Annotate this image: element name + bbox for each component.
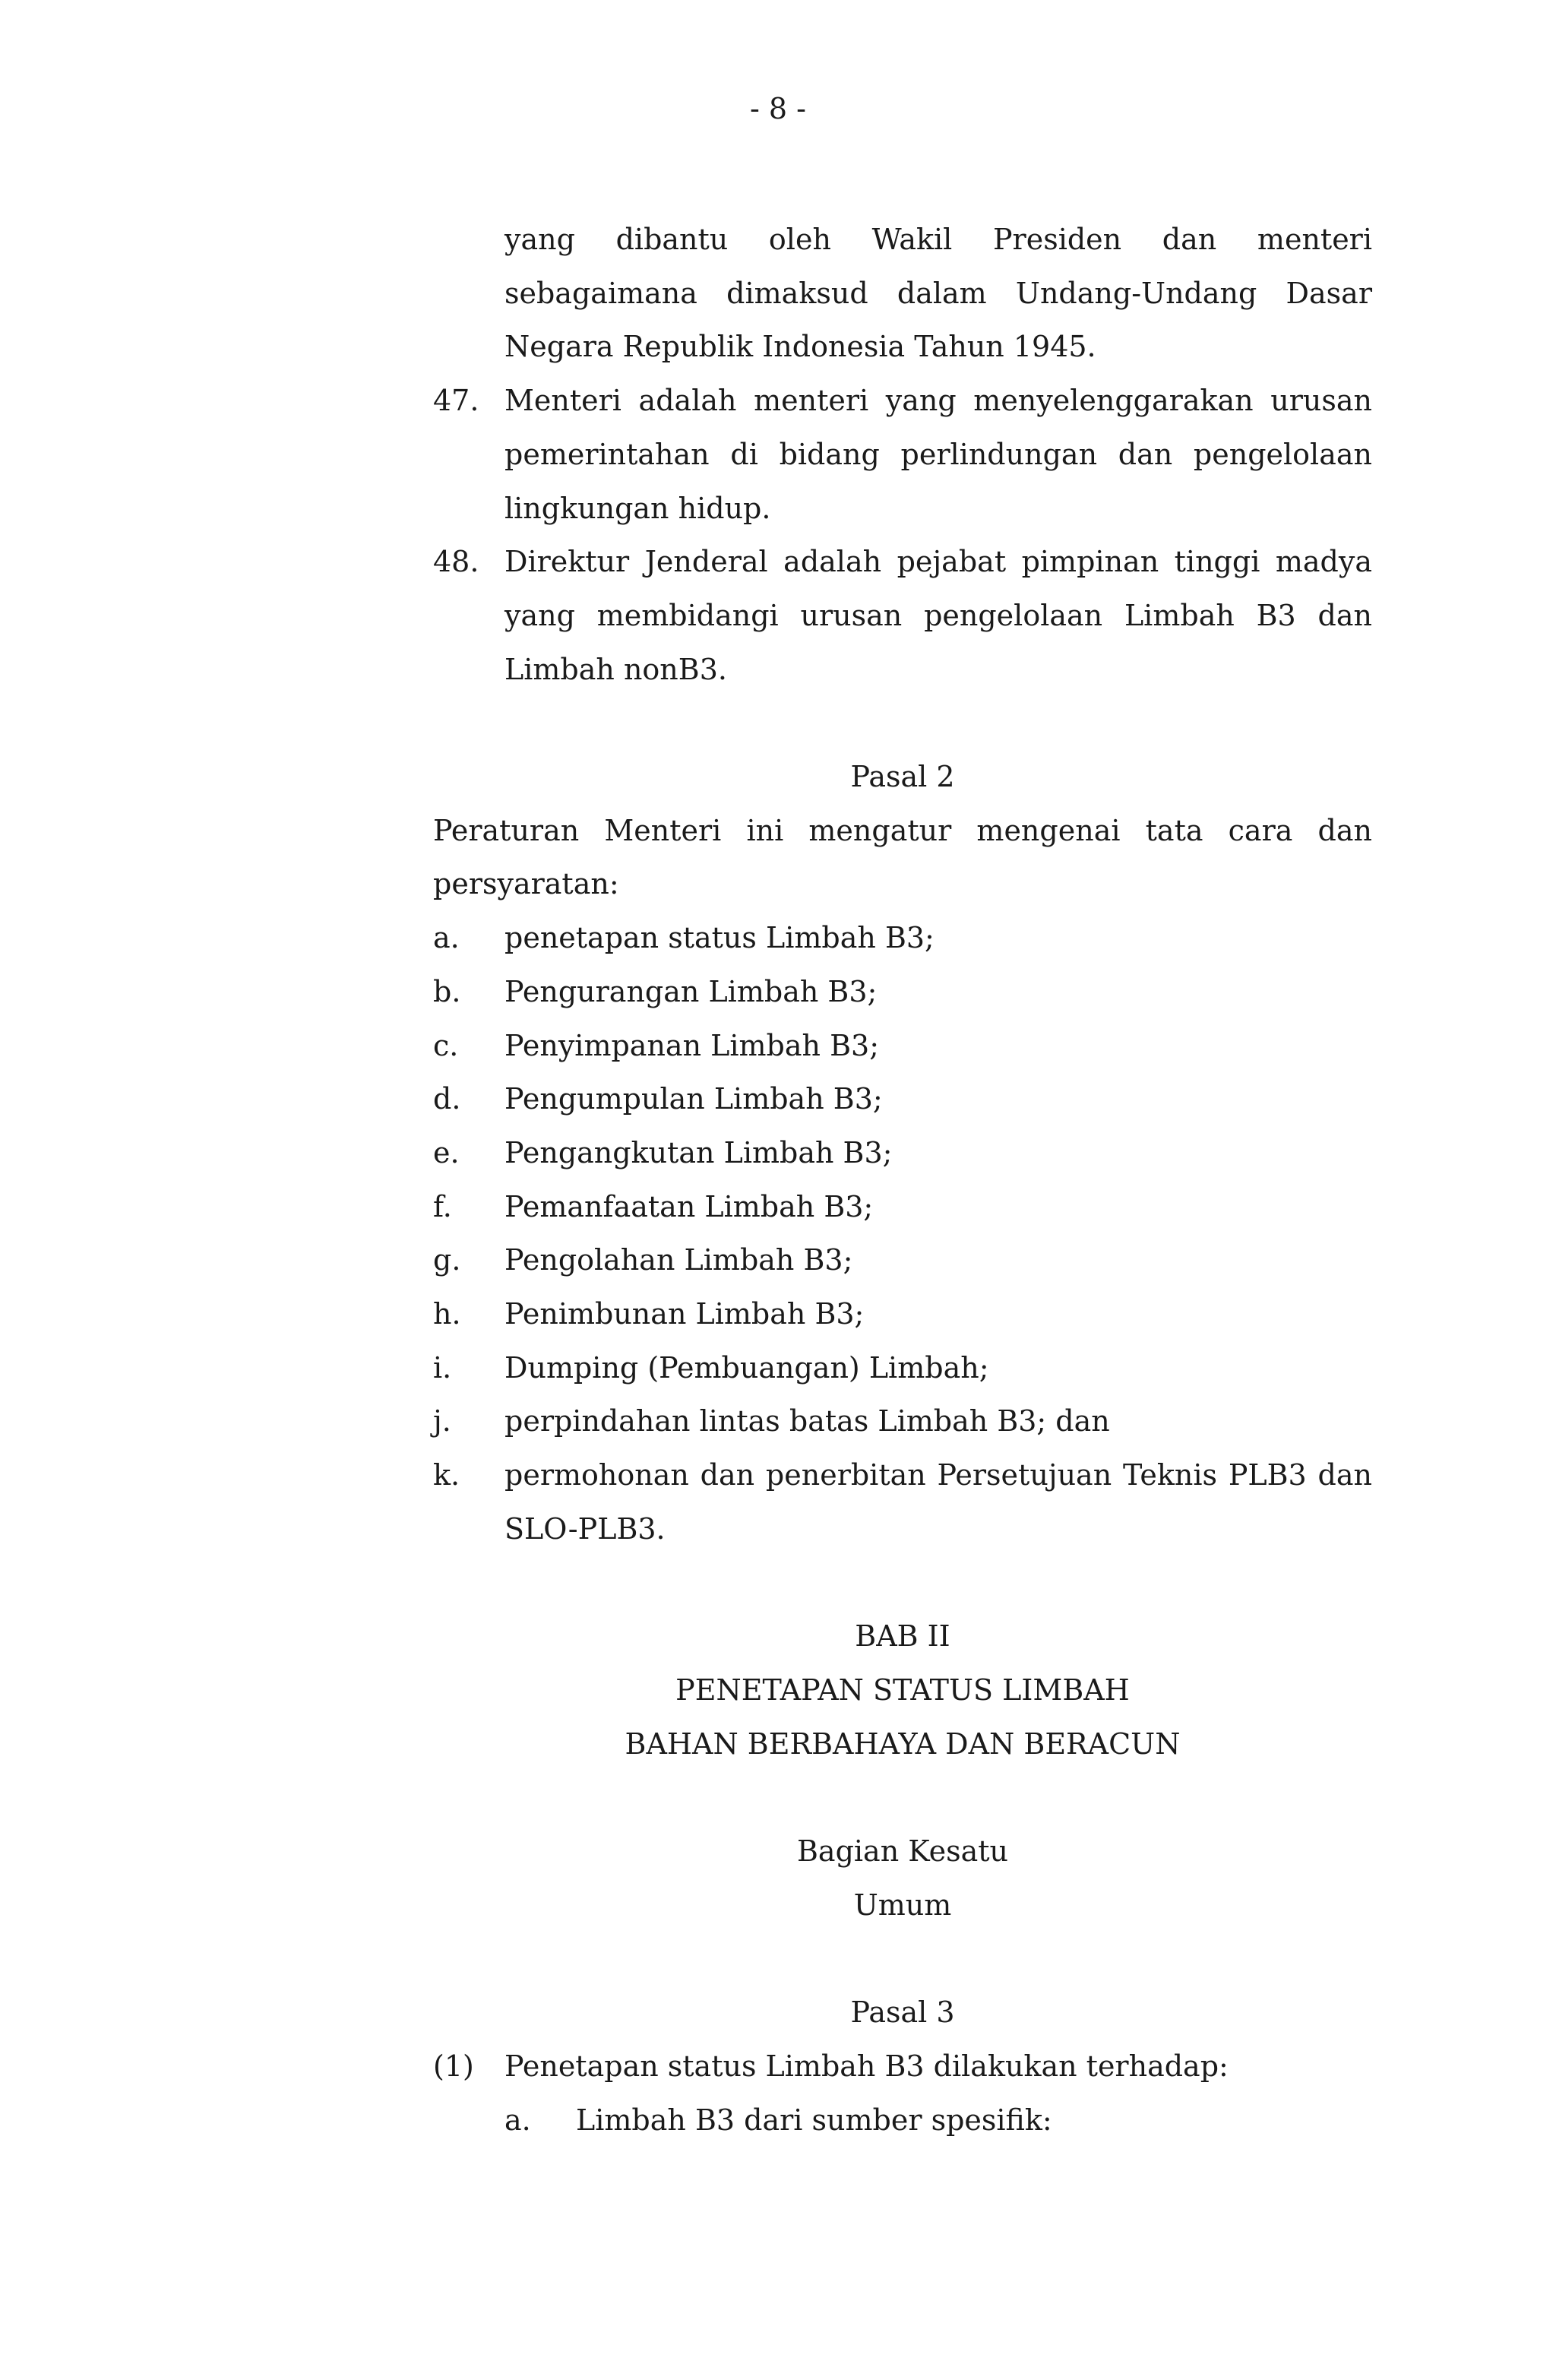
pasal-2-heading: Pasal 2 (850, 760, 955, 794)
clause-number: (1) (433, 2049, 474, 2083)
bagian-heading: Bagian Kesatu (796, 1834, 1009, 1869)
definition-text: Direktur Jenderal adalah pejabat pimpinan tinggi madya yang membidangi urusan pengelolaan Limbah B3 dan Limbah nonB3. (504, 545, 1372, 686)
list-item (433, 1233, 1372, 1287)
list-text: Pengangkutan Limbah B3; (504, 1135, 893, 1169)
list-text: perpindahan lintas batas Limbah B3; dan (504, 1404, 1110, 1438)
clause-text: Penetapan status Limbah B3 dilakukan terhadap: (504, 2049, 1229, 2083)
sub-clause-text: Limbah B3 dari sumber spesifik: (576, 2103, 1052, 2137)
list-text: Pengumpulan Limbah B3; (504, 1082, 883, 1116)
spacer (433, 1556, 1372, 1610)
list-item (433, 965, 1372, 1019)
list-text: Penyimpanan Limbah B3; (504, 1028, 879, 1062)
definition-item-48 (433, 535, 1372, 696)
definition-continued-text: yang dibantu oleh Wakil Presiden dan menteri sebagaimana dimaksud dalam Undang-Undang Dasar Negara Republik Indonesia Tahun 1945. (504, 223, 1372, 364)
bab-title-line-1: PENETAPAN STATUS LIMBAH (675, 1673, 1130, 1707)
list-letter: i. (433, 1350, 452, 1385)
definition-item-47 (433, 374, 1372, 535)
list-letter: g. (433, 1243, 461, 1277)
bagian-title: Umum (853, 1888, 952, 1922)
list-item (433, 1072, 1372, 1126)
page-content (433, 213, 1372, 2147)
list-item (433, 1180, 1372, 1234)
list-letter: k. (433, 1458, 460, 1492)
list-item (433, 1341, 1372, 1395)
clause-item (433, 2040, 1372, 2094)
spacer (433, 696, 1372, 750)
list-letter: h. (433, 1297, 461, 1331)
list-letter: j. (433, 1404, 451, 1438)
sub-clause-letter: a. (504, 2103, 531, 2137)
list-item (433, 1126, 1372, 1180)
list-item (433, 1394, 1372, 1448)
list-text: Pemanfaatan Limbah B3; (504, 1189, 874, 1223)
list-item (433, 911, 1372, 965)
list-letter: b. (433, 974, 461, 1008)
definition-text: Menteri adalah menteri yang menyelenggarakan urusan pemerintahan di bidang perlindungan dan pengelolaan lingkungan hidup. (504, 384, 1372, 525)
definition-number: 48. (433, 545, 479, 579)
list-text: Pengolahan Limbah B3; (504, 1243, 853, 1277)
list-text: permohonan dan penerbitan Persetujuan Teknis PLB3 dan SLO-PLB3. (504, 1458, 1372, 1546)
list-letter: a. (433, 921, 460, 955)
sub-clause-item (433, 2094, 1372, 2147)
list-letter: c. (433, 1028, 459, 1062)
list-text: Penimbunan Limbah B3; (504, 1297, 865, 1331)
bab-title-line-2: BAHAN BERBAHAYA DAN BERACUN (625, 1726, 1181, 1761)
page-number: - 8 - (749, 92, 806, 125)
list-item (433, 1448, 1372, 1556)
list-item (433, 1019, 1372, 1073)
spacer (433, 1932, 1372, 1986)
list-item (433, 1287, 1372, 1341)
list-text: penetapan status Limbah B3; (504, 921, 935, 955)
list-letter: f. (433, 1189, 452, 1223)
list-letter: e. (433, 1135, 460, 1169)
pasal-2-intro: Peraturan Menteri ini mengatur mengenai tata cara dan persyaratan: (433, 813, 1372, 901)
pasal-3-heading: Pasal 3 (850, 1995, 955, 2030)
list-text: Dumping (Pembuangan) Limbah; (504, 1350, 989, 1385)
definition-number: 47. (433, 384, 479, 418)
bab-heading: BAB II (855, 1619, 950, 1654)
list-letter: d. (433, 1082, 461, 1116)
spacer (433, 1771, 1372, 1825)
list-text: Pengurangan Limbah B3; (504, 974, 878, 1008)
